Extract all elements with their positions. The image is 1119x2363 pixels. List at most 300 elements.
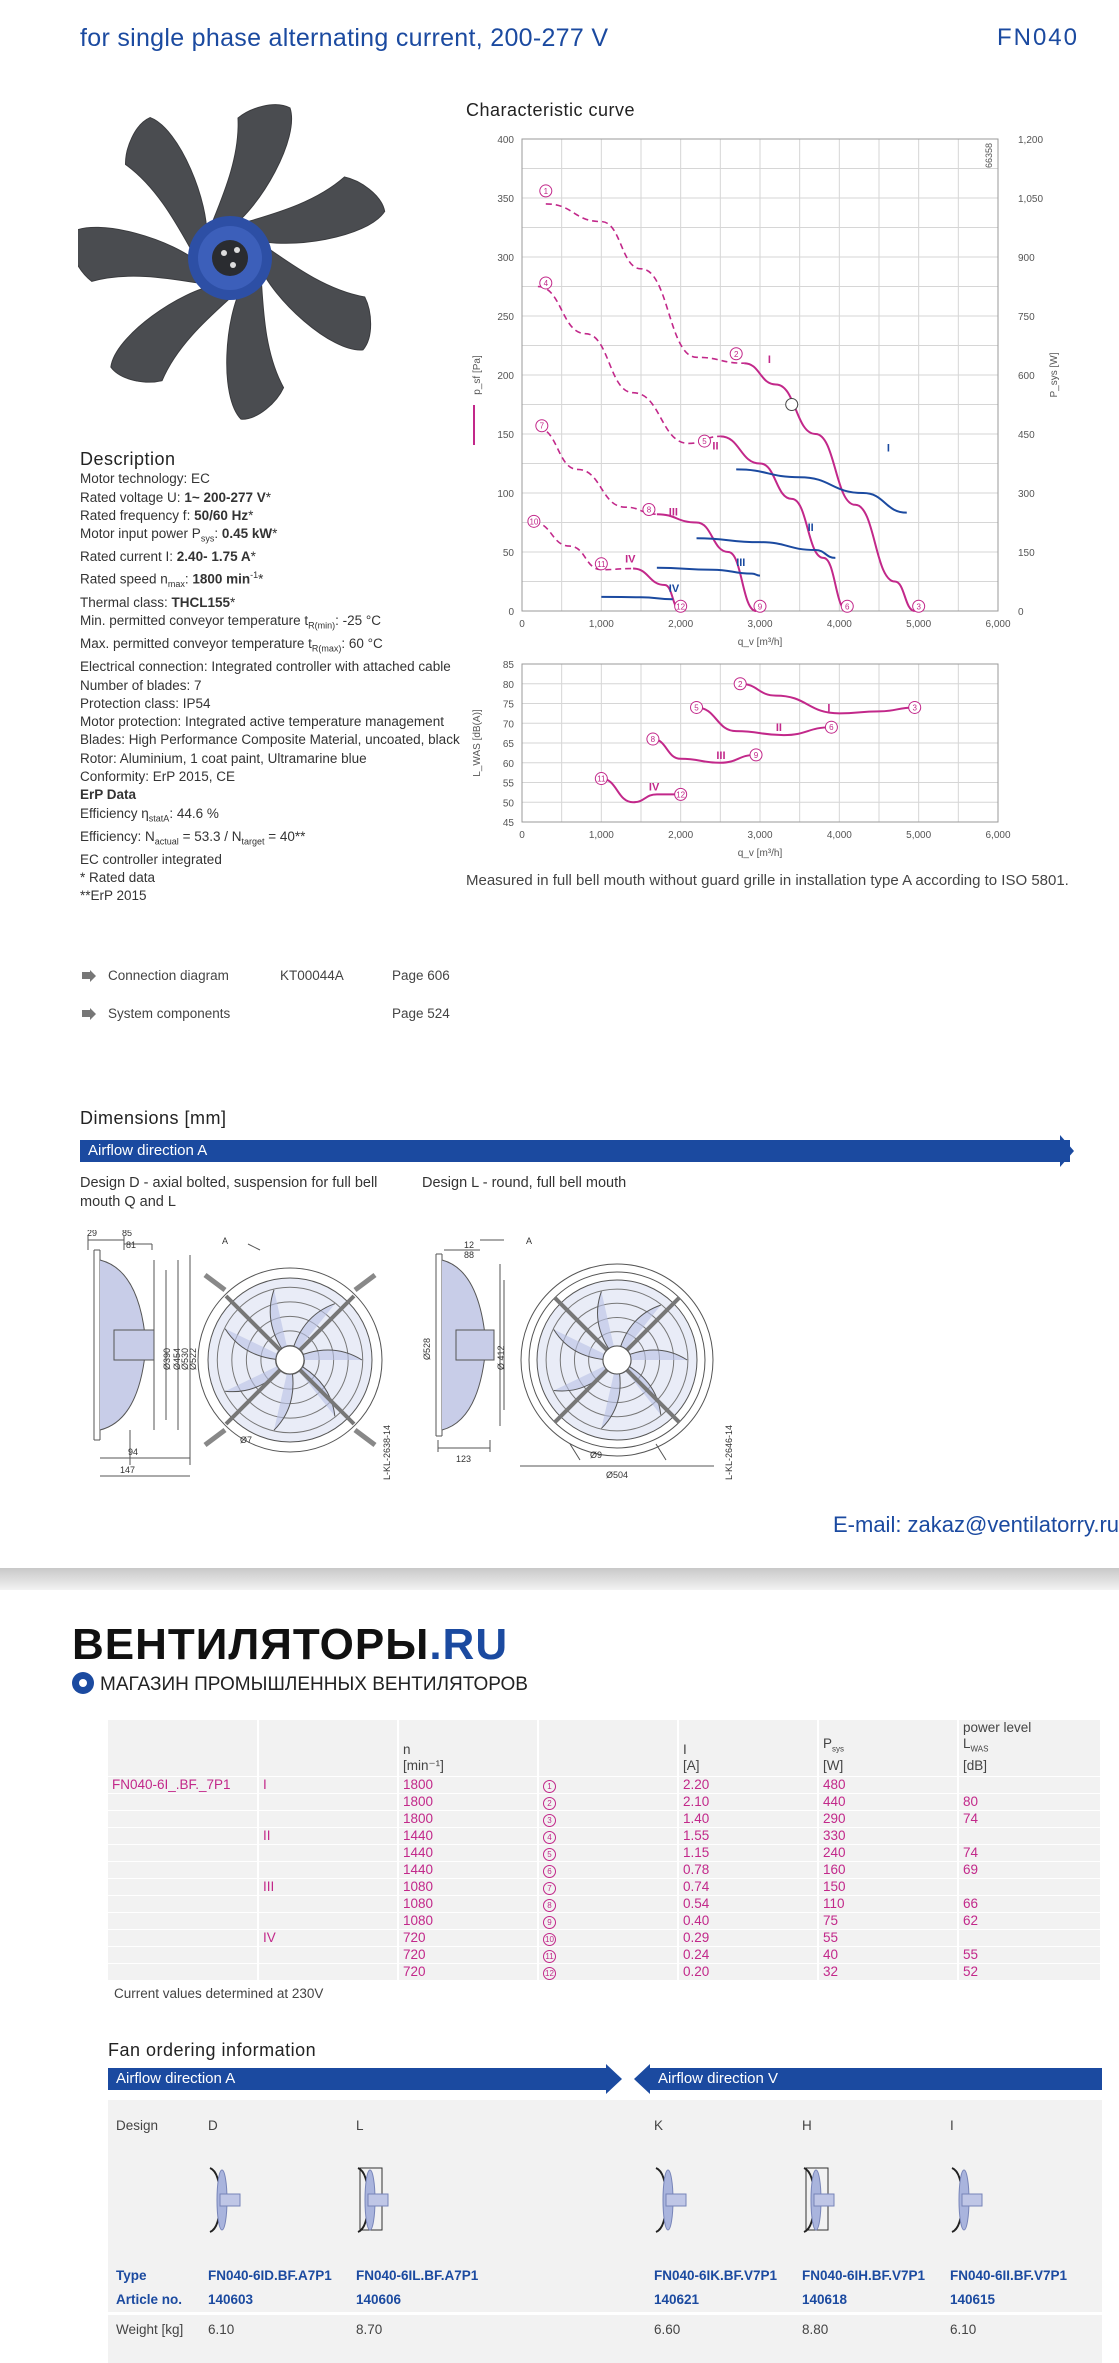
table-row <box>108 1878 1100 1895</box>
link-code: KT00044A <box>280 968 344 983</box>
table-cell <box>538 1912 678 1929</box>
design-l-front-view <box>520 1264 714 1466</box>
table-cell: 55 <box>958 1946 1100 1963</box>
y-tick-label: 75 <box>502 699 514 711</box>
link-connection-diagram[interactable] <box>82 968 482 983</box>
table-row <box>108 1912 1100 1929</box>
table-cell: 1800 <box>398 1776 538 1793</box>
operating-point-badge: 1 <box>543 1780 556 1793</box>
page-title: for single phase alternating current, 200-277 V <box>80 24 609 52</box>
link-label: System components <box>108 1006 231 1021</box>
table-cell: 0.24 <box>678 1946 818 1963</box>
description-line <box>80 695 470 713</box>
description-fragment: : 60 °C <box>341 636 383 652</box>
table-cell: 1080 <box>398 1912 538 1929</box>
x-tick-label: 0 <box>519 619 525 630</box>
table-cell: IV <box>258 1929 398 1946</box>
table-cell <box>108 1895 258 1912</box>
description-fragment: 2.40- 1.75 A <box>176 549 251 565</box>
y-tick-label: 85 <box>502 660 514 671</box>
design-l-caption: Design L - round, full bell mouth <box>422 1175 627 1191</box>
table-cell: 1080 <box>398 1895 538 1912</box>
page-separator <box>0 1568 1119 1590</box>
operating-point-label: 12 <box>676 602 686 612</box>
table-cell: 720 <box>398 1946 538 1963</box>
table-cell: 1440 <box>398 1861 538 1878</box>
dim-label: Ø522 <box>188 1347 198 1370</box>
description-fragment: Electrical connection: Integrated controller with attached cable <box>80 659 451 675</box>
article-number: 140606 <box>356 2292 402 2307</box>
ordering-table <box>108 2100 1102 2363</box>
y-tick-label: 65 <box>502 739 514 750</box>
airflow-direction-bar: Airflow direction A <box>80 1140 1070 1162</box>
operating-point-label: 11 <box>597 774 606 784</box>
y-tick-label: 200 <box>497 371 514 382</box>
table-cell: 66 <box>958 1895 1100 1912</box>
pressure-curve-dashed <box>534 523 633 570</box>
article-row-label: Article no. <box>116 2292 183 2307</box>
table-cell: 69 <box>958 1861 1100 1878</box>
characteristic-curve-chart <box>460 125 1060 665</box>
operating-point-label: 6 <box>845 602 850 612</box>
col-header-i-unit: [A] <box>683 1757 700 1773</box>
curve-label: III <box>716 749 726 762</box>
y2-tick-label: 600 <box>1018 371 1035 382</box>
arrow-left-icon <box>634 2064 650 2094</box>
operating-point-label: 1 <box>543 186 549 196</box>
description-line <box>80 828 470 851</box>
description-fragment: Efficiency η <box>80 805 149 821</box>
ordering-title: Fan ordering information <box>108 2040 317 2060</box>
table-cell: 0.54 <box>678 1895 818 1912</box>
curve-label: II <box>807 521 814 534</box>
description-fragment: sys <box>200 533 215 544</box>
y-tick-label: 60 <box>502 758 514 770</box>
table-cell <box>258 1946 398 1963</box>
x-tick-label: 6,000 <box>985 619 1011 630</box>
drawing-code: L-KL-2646-14 <box>724 1424 734 1480</box>
table-cell <box>108 1912 258 1929</box>
table-cell <box>538 1878 678 1895</box>
description-fragment: : -25 °C <box>335 613 382 629</box>
table-cell: 1440 <box>398 1827 538 1844</box>
current-note: Current values determined at 230V <box>114 1986 324 2001</box>
y2-tick-label: 900 <box>1018 253 1035 264</box>
table-cell: 160 <box>818 1861 958 1878</box>
table-cell <box>258 1861 398 1878</box>
curve-label: III <box>668 506 678 519</box>
table-row <box>108 1946 1100 1963</box>
x-tick-label: 4,000 <box>826 619 852 630</box>
description-fragment: max <box>167 579 185 590</box>
curve-label: I <box>886 442 890 455</box>
dim-label: 88 <box>464 1250 475 1260</box>
dim-label: Ø530 <box>180 1347 190 1370</box>
description-line <box>80 786 470 804</box>
table-row <box>108 1810 1100 1827</box>
type-code: FN040-6II.BF.V7P1 <box>950 2268 1068 2283</box>
table-row <box>108 1929 1100 1946</box>
table-cell: 720 <box>398 1963 538 1980</box>
operating-point-label: 3 <box>916 602 921 612</box>
y-tick-label: 150 <box>497 430 514 441</box>
table-row <box>108 1793 1100 1810</box>
article-number: 140603 <box>208 2292 254 2307</box>
y-tick-label: 300 <box>497 253 514 264</box>
description-fragment: R(max) <box>311 643 342 654</box>
description-line <box>80 548 470 566</box>
weight-value: 6.60 <box>654 2322 681 2337</box>
table-row <box>108 1776 1100 1793</box>
table-cell: 74 <box>958 1844 1100 1861</box>
table-row <box>108 1963 1100 1980</box>
fan-design-icon <box>800 2160 840 2240</box>
x-tick-label: 6,000 <box>985 830 1011 841</box>
design-l-side-view <box>436 1240 504 1452</box>
y-tick-label: 80 <box>502 679 514 691</box>
description-fragment: **ErP 2015 <box>80 888 147 904</box>
drawing-code: L-KL-2638-14 <box>382 1424 392 1480</box>
table-cell: 75 <box>818 1912 958 1929</box>
dim-label: Ø454 <box>172 1347 182 1370</box>
description-fragment: EC controller integrated <box>80 851 222 867</box>
table-cell <box>108 1878 258 1895</box>
arrow-icon <box>82 1008 96 1020</box>
operating-point-badge: 11 <box>543 1950 556 1963</box>
logo-subtitle <box>72 1672 528 1696</box>
description-fragment: Protection class: IP54 <box>80 695 211 711</box>
operating-point-label: 11 <box>597 559 606 569</box>
table-cell: 110 <box>818 1895 958 1912</box>
table-cell: 480 <box>818 1776 958 1793</box>
col-header-p: P <box>823 1736 833 1751</box>
dim-label: 12 <box>464 1240 475 1250</box>
description-line <box>80 731 470 749</box>
x-tick-label: 0 <box>519 830 525 841</box>
fan-design-icon <box>652 2160 692 2240</box>
table-cell: 52 <box>958 1963 1100 1980</box>
y2-tick-label: 450 <box>1018 430 1035 441</box>
table-row <box>108 1861 1100 1878</box>
table-cell <box>958 1929 1100 1946</box>
link-system-components[interactable] <box>82 1006 482 1021</box>
operating-point-label: 2 <box>733 349 739 359</box>
y-tick-label: 50 <box>502 548 514 559</box>
table-cell <box>538 1827 678 1844</box>
article-number: 140615 <box>950 2292 996 2307</box>
description-line <box>80 658 470 676</box>
table-cell <box>258 1793 398 1810</box>
table-cell <box>258 1963 398 1980</box>
description-fragment: Rated frequency f: <box>80 507 195 523</box>
operating-point-badge: 4 <box>543 1831 556 1844</box>
measurement-note: Measured in full bell mouth without guard grille in installation type A according to ISO 5801. <box>466 872 1069 889</box>
operating-point-label: 5 <box>694 703 699 713</box>
x-tick-label: 5,000 <box>906 619 932 630</box>
shop-logo[interactable] <box>72 1620 508 1670</box>
y2-tick-label: 0 <box>1018 607 1024 618</box>
x-axis-label: q_v [m³/h] <box>737 637 783 648</box>
dim-label: 94 <box>128 1447 139 1457</box>
col-header-l-sub: WAS <box>970 1744 989 1754</box>
operating-point-label: 2 <box>737 679 743 689</box>
table-cell: 55 <box>818 1929 958 1946</box>
operating-point-label: 10 <box>529 517 539 527</box>
description-line <box>80 768 470 786</box>
design-code: L <box>356 2118 364 2133</box>
divider <box>108 2312 1102 2315</box>
operating-point-label: 12 <box>676 790 686 800</box>
design-d-caption: Design D - axial bolted, suspension for full bell mouth Q and L <box>80 1175 378 1210</box>
design-code: D <box>208 2118 218 2133</box>
dim-label: Ø 412 <box>496 1345 506 1370</box>
table-cell: 1.40 <box>678 1810 818 1827</box>
table-cell <box>108 1844 258 1861</box>
operating-point-label: 8 <box>650 735 656 745</box>
description-fragment: Thermal class: <box>80 594 172 610</box>
description-fragment: Max. permitted conveyor temperature t <box>80 636 312 652</box>
description-fragment: * <box>248 507 254 523</box>
x-tick-label: 1,000 <box>588 619 614 630</box>
fan-product-image <box>78 100 398 420</box>
y-tick-label: 55 <box>502 778 514 790</box>
design-d-front-view <box>198 1244 382 1452</box>
sound-curve <box>697 707 832 735</box>
curve-label: II <box>775 722 782 735</box>
table-row <box>108 1827 1100 1844</box>
operating-point-label: 5 <box>702 437 707 447</box>
dimension-drawings <box>80 1230 760 1490</box>
y-tick-label: 250 <box>497 312 514 323</box>
table-cell: 1440 <box>398 1844 538 1861</box>
table-cell: II <box>258 1827 398 1844</box>
table-cell <box>258 1912 398 1929</box>
logo-ru: .RU <box>429 1620 509 1669</box>
col-header-n: n <box>403 1741 411 1757</box>
y2-tick-label: 750 <box>1018 312 1035 323</box>
col-header-p-unit: [W] <box>823 1757 844 1773</box>
dim-label: Ø504 <box>606 1470 629 1480</box>
dim-label: Ø9 <box>590 1450 603 1460</box>
y-tick-label: 70 <box>502 719 514 731</box>
curve-label: IV <box>648 781 660 794</box>
description-fragment: THCL155 <box>171 594 231 610</box>
dim-label: Ø390 <box>162 1347 172 1370</box>
operating-point-label: 7 <box>539 421 545 431</box>
description-fragment: = 53.3 / N <box>178 828 242 844</box>
description-block <box>80 450 470 905</box>
table-cell <box>258 1895 398 1912</box>
link-page: Page 524 <box>392 1006 450 1021</box>
col-header-i: I <box>683 1741 687 1757</box>
description-line <box>80 525 470 548</box>
description-fragment: : 44.6 % <box>169 805 219 821</box>
table-cell: 0.40 <box>678 1912 818 1929</box>
description-fragment: : <box>184 571 193 587</box>
operating-point-badge: 8 <box>543 1899 556 1912</box>
description-fragment: actual <box>154 836 179 847</box>
dim-label: A <box>222 1236 229 1246</box>
type-code: FN040-6IL.BF.A7P1 <box>356 2268 479 2283</box>
table-cell <box>108 1861 258 1878</box>
dim-label: Ø528 <box>422 1337 432 1360</box>
description-line <box>80 566 470 593</box>
table-cell: FN040-6I_.BF._7P1 <box>108 1776 258 1793</box>
operating-point-badge: 9 <box>543 1916 556 1929</box>
y2-tick-label: 1,050 <box>1018 194 1044 205</box>
arrow-icon <box>82 970 96 982</box>
table-cell: 62 <box>958 1912 1100 1929</box>
weight-value: 6.10 <box>950 2322 977 2337</box>
description-fragment: ErP Data <box>80 787 137 803</box>
table-cell: 290 <box>818 1810 958 1827</box>
description-fragment: target <box>241 836 265 847</box>
table-cell <box>538 1861 678 1878</box>
table-cell: 0.20 <box>678 1963 818 1980</box>
table-cell: 32 <box>818 1963 958 1980</box>
table-cell <box>958 1878 1100 1895</box>
description-fragment: 50/60 Hz <box>194 507 249 523</box>
sound-power-chart <box>460 650 1060 865</box>
description-fragment: statA <box>148 813 170 824</box>
pressure-curve <box>720 436 847 611</box>
y-tick-label: 100 <box>497 489 514 500</box>
table-cell <box>958 1827 1100 1844</box>
weight-value: 8.70 <box>356 2322 383 2337</box>
table-cell: 1800 <box>398 1810 538 1827</box>
dim-label: 123 <box>456 1454 472 1464</box>
table-cell <box>108 1929 258 1946</box>
operating-point-badge: 10 <box>543 1933 556 1946</box>
table-cell: 1.55 <box>678 1827 818 1844</box>
fan-design-icon <box>206 2160 246 2240</box>
design-code: I <box>950 2118 954 2133</box>
operating-point-badge: 3 <box>543 1814 556 1827</box>
table-cell: I <box>258 1776 398 1793</box>
dim-label: 81 <box>126 1240 137 1250</box>
description-line <box>80 470 470 488</box>
table-cell: 0.29 <box>678 1929 818 1946</box>
x-tick-label: 3,000 <box>747 830 773 841</box>
operating-point-label: 9 <box>757 602 763 612</box>
operating-point-label: 8 <box>646 505 652 515</box>
type-code: FN040-6IK.BF.V7P1 <box>654 2268 778 2283</box>
y-tick-label: 0 <box>508 607 514 618</box>
design-code: H <box>802 2118 812 2133</box>
table-cell <box>538 1963 678 1980</box>
description-fragment: Motor protection: Integrated active temperature management <box>80 714 444 730</box>
table-cell <box>538 1929 678 1946</box>
description-line <box>80 612 470 635</box>
table-cell <box>538 1776 678 1793</box>
link-page: Page 606 <box>392 968 450 983</box>
y2-tick-label: 1,200 <box>1018 135 1044 146</box>
description-line <box>80 507 470 525</box>
table-cell <box>108 1810 258 1827</box>
x-tick-label: 2,000 <box>668 619 694 630</box>
description-line <box>80 887 470 905</box>
chart-code: 66358 <box>984 143 994 169</box>
dim-label: A <box>526 1236 533 1246</box>
pressure-curve <box>744 363 915 611</box>
table-cell: 74 <box>958 1810 1100 1827</box>
col-header-p-sub: sys <box>832 1744 845 1754</box>
col-header-l-unit: [dB] <box>963 1757 988 1773</box>
dim-label: Ø7 <box>240 1435 253 1445</box>
table-cell <box>538 1810 678 1827</box>
table-cell: 240 <box>818 1844 958 1861</box>
description-line <box>80 635 470 658</box>
operating-point-badge: 12 <box>543 1967 556 1980</box>
type-code: FN040-6ID.BF.A7P1 <box>208 2268 332 2283</box>
description-fragment: -1 <box>250 570 259 581</box>
description-line <box>80 677 470 695</box>
x-tick-label: 4,000 <box>826 830 852 841</box>
arrow-right-icon <box>1060 1135 1074 1167</box>
description-fragment: * <box>250 549 256 565</box>
design-code: K <box>654 2118 664 2133</box>
email-contact[interactable]: E-mail: zakaz@ventilatorry.ru <box>833 1512 1119 1537</box>
table-cell: 2.20 <box>678 1776 818 1793</box>
description-fragment: Motor technology: EC <box>80 471 210 487</box>
operating-point-label: 4 <box>543 278 549 288</box>
description-fragment: * <box>272 526 278 542</box>
y-tick-label: 45 <box>502 818 514 829</box>
table-cell: 720 <box>398 1929 538 1946</box>
x-tick-label: 2,000 <box>668 830 694 841</box>
table-row <box>108 1844 1100 1861</box>
table-cell: 1.15 <box>678 1844 818 1861</box>
description-line <box>80 869 470 887</box>
description-fragment: Blades: High Performance Composite Material, uncoated, black <box>80 732 460 748</box>
article-number: 140621 <box>654 2292 700 2307</box>
link-label: Connection diagram <box>108 968 229 983</box>
dim-label: 29 <box>87 1230 98 1238</box>
arrow-right-icon <box>606 2064 622 2094</box>
description-line <box>80 594 470 612</box>
table-cell <box>108 1963 258 1980</box>
logo-subtitle-text: МАГАЗИН ПРОМЫШЛЕННЫХ ВЕНТИЛЯТОРОВ <box>100 1674 528 1695</box>
description-fragment: Rated voltage U: <box>80 489 185 505</box>
y2-tick-label: 150 <box>1018 548 1035 559</box>
description-line <box>80 489 470 507</box>
col-header-l2: L <box>963 1736 971 1751</box>
dim-label: 147 <box>120 1465 136 1475</box>
table-cell: 1080 <box>398 1878 538 1895</box>
table-cell: 440 <box>818 1793 958 1810</box>
curve-label: II <box>712 440 719 453</box>
table-cell <box>258 1844 398 1861</box>
article-number: 140618 <box>802 2292 848 2307</box>
table-cell <box>108 1946 258 1963</box>
table-cell <box>258 1810 398 1827</box>
table-cell: 150 <box>818 1878 958 1895</box>
y-tick-label: 50 <box>502 798 514 810</box>
dimensions-title: Dimensions [mm] <box>80 1108 227 1128</box>
x-axis-label: q_v [m³/h] <box>737 848 783 859</box>
chart-title: Characteristic curve <box>466 100 636 120</box>
operating-point-badge: 2 <box>543 1797 556 1810</box>
curve-label: III <box>736 557 746 570</box>
curve-label: IV <box>668 583 680 596</box>
curve-label: I <box>767 354 771 367</box>
description-fragment: Efficiency: N <box>80 828 155 844</box>
fan-design-icon <box>354 2160 394 2240</box>
description-line <box>80 750 470 768</box>
table-cell: 0.74 <box>678 1878 818 1895</box>
description-fragment: * <box>230 594 236 610</box>
table-cell <box>538 1895 678 1912</box>
